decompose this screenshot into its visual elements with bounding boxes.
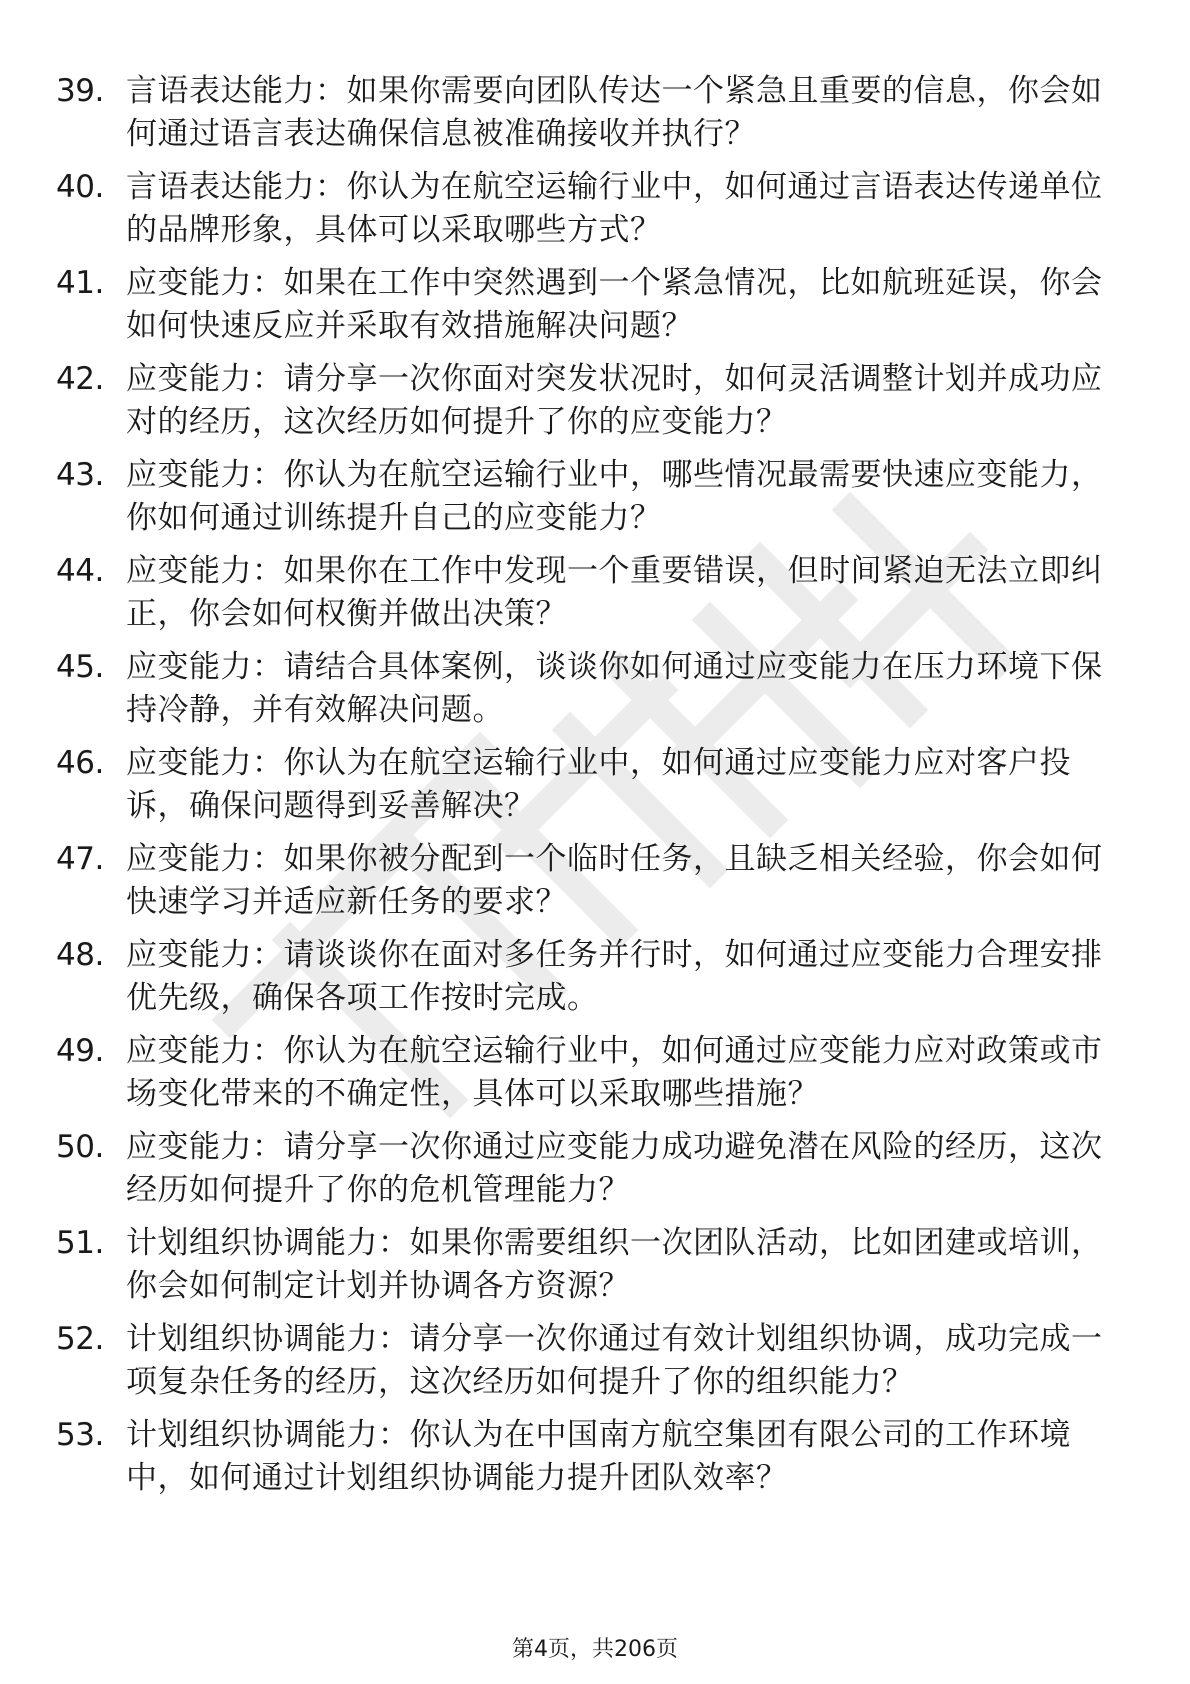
question-number: 49.: [56, 1033, 104, 1069]
list-item: [56, 934, 1116, 1030]
question-number: 41.: [56, 265, 104, 301]
question-text: 应变能力：如果你在工作中发现一个重要错误，但时间紧迫无法立即纠正，你会如何权衡并做出决策？: [126, 553, 1103, 632]
question-text: 应变能力：如果你被分配到一个临时任务，且缺乏相关经验，你会如何快速学习并适应新任务的要求？: [126, 841, 1103, 920]
question-text: 应变能力：你认为在航空运输行业中，如何通过应变能力应对政策或市场变化带来的不确定性，具体可以采取哪些措施？: [126, 1033, 1103, 1112]
question-number: 43.: [56, 457, 104, 493]
list-item: [56, 550, 1116, 646]
question-text: 应变能力：如果在工作中突然遇到一个紧急情况，比如航班延误，你会如何快速反应并采取有效措施解决问题？: [126, 265, 1103, 344]
question-number: 51.: [56, 1225, 104, 1261]
question-text: 言语表达能力：你认为在航空运输行业中，如何通过言语表达传递单位的品牌形象，具体可以采取哪些方式？: [126, 169, 1103, 248]
question-number: 53.: [56, 1417, 104, 1453]
question-number: 40.: [56, 169, 104, 205]
page-number: 第4页，共206页: [512, 1637, 678, 1662]
list-item: [56, 742, 1116, 838]
question-number: 39.: [56, 73, 104, 109]
question-text: 言语表达能力：如果你需要向团队传达一个紧急且重要的信息，你会如何通过语言表达确保信息被准确接收并执行？: [126, 73, 1103, 152]
question-number: 42.: [56, 361, 104, 397]
question-number: 46.: [56, 745, 104, 781]
question-number: 52.: [56, 1321, 104, 1357]
list-item: [56, 454, 1116, 550]
list-item: [56, 358, 1116, 454]
question-number: 47.: [56, 841, 104, 877]
question-text: 计划组织协调能力：如果你需要组织一次团队活动，比如团建或培训，你会如何制定计划并协调各方资源？: [126, 1225, 1103, 1304]
list-item: [56, 1318, 1116, 1414]
question-number: 45.: [56, 649, 104, 685]
list-item: [56, 646, 1116, 742]
list-item: [56, 1126, 1116, 1222]
list-item: [56, 1030, 1116, 1126]
list-item: [56, 838, 1116, 934]
question-number: 44.: [56, 553, 104, 589]
question-list: [56, 70, 1116, 1510]
question-text: 应变能力：请分享一次你面对突发状况时，如何灵活调整计划并成功应对的经历，这次经历如何提升了你的应变能力？: [126, 361, 1103, 440]
question-text: 应变能力：请谈谈你在面对多任务并行时，如何通过应变能力合理安排优先级，确保各项工作按时完成。: [126, 937, 1103, 1016]
list-item: [56, 1414, 1116, 1510]
question-text: 应变能力：请结合具体案例，谈谈你如何通过应变能力在压力环境下保持冷静，并有效解决问题。: [126, 649, 1103, 728]
list-item: [56, 1222, 1116, 1318]
question-number: 48.: [56, 937, 104, 973]
question-text: 计划组织协调能力：你认为在中国南方航空集团有限公司的工作环境中，如何通过计划组织协调能力提升团队效率？: [126, 1417, 1071, 1496]
question-text: 计划组织协调能力：请分享一次你通过有效计划组织协调，成功完成一项复杂任务的经历，这次经历如何提升了你的组织能力？: [126, 1321, 1103, 1400]
list-item: [56, 166, 1116, 262]
question-text: 应变能力：请分享一次你通过应变能力成功避免潜在风险的经历，这次经历如何提升了你的危机管理能力？: [126, 1129, 1103, 1208]
question-text: 应变能力：你认为在航空运输行业中，哪些情况最需要快速应变能力，你如何通过训练提升自己的应变能力？: [126, 457, 1103, 536]
question-number: 50.: [56, 1129, 104, 1165]
list-item: [56, 262, 1116, 358]
list-item: [56, 70, 1116, 166]
question-text: 应变能力：你认为在航空运输行业中，如何通过应变能力应对客户投诉，确保问题得到妥善解决？: [126, 745, 1071, 824]
